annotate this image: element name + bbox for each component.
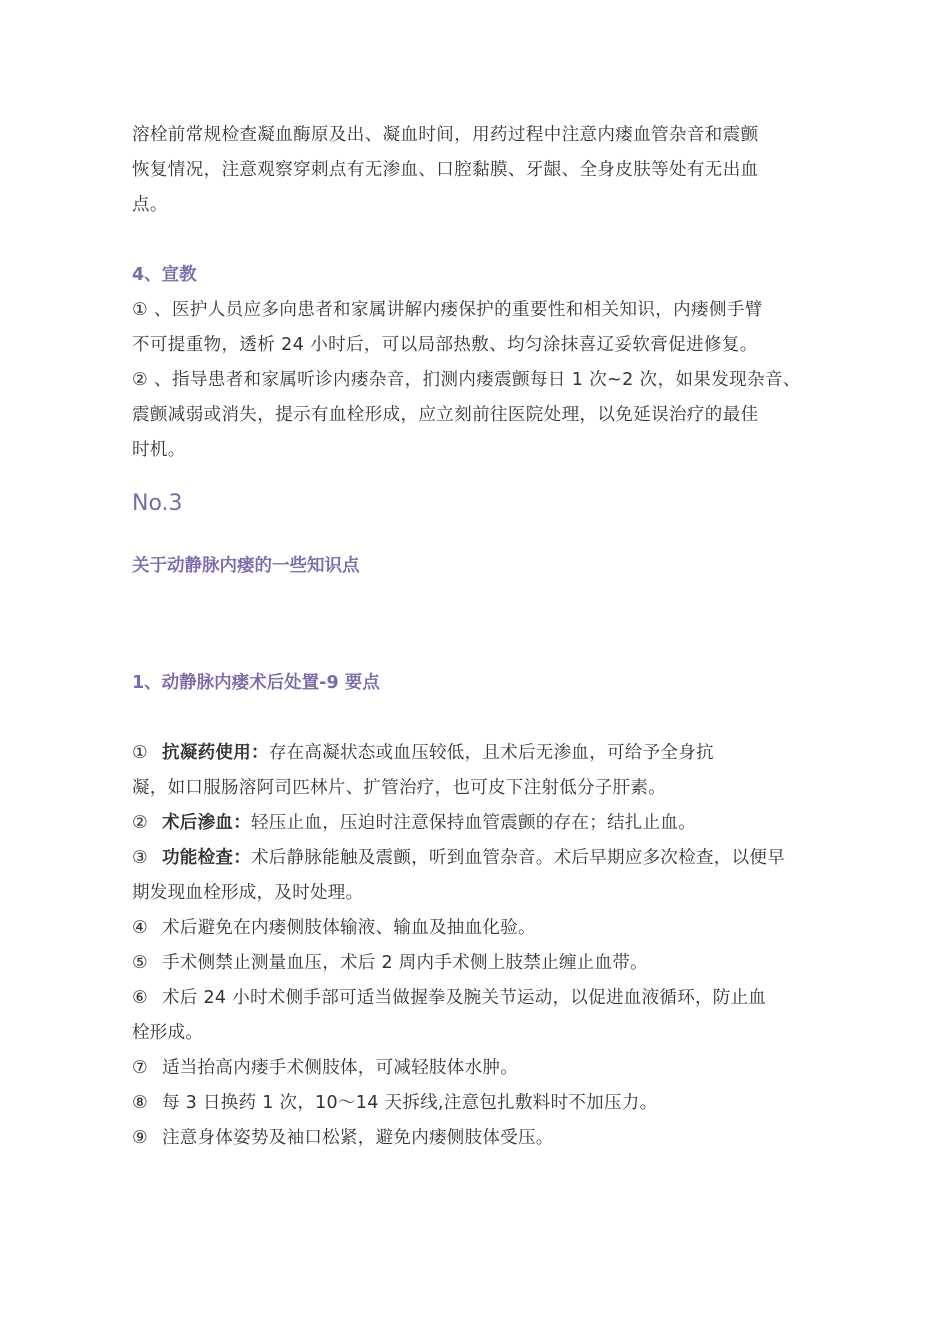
point-4 [132,911,822,946]
section-4-item-2-line-1: ② 、指导患者和家属听诊内瘘杂音，扪测内瘘震颤每日 1 次~2 次，如果发现杂音、 [132,370,801,390]
point-5 [132,946,822,981]
section-4-item-1-line-1: ① 、医护人员应多向患者和家属讲解内瘘保护的重要性和相关知识，内瘘侧手臂 [132,300,763,320]
point-3-continued: 期发现血栓形成，及时处理。 [132,883,364,903]
no3-subtitle: 关于动静脉内瘘的一些知识点 [132,556,360,576]
point-2-number: ② [132,813,148,833]
point-2 [132,806,822,841]
point-6 [132,981,822,1016]
point-3-text: 术后静脉能触及震颤，听到血管杂音。术后早期应多次检查，以便早 [251,848,785,868]
point-2-title: 术后渗血： [162,813,251,833]
points-heading: 1、动静脉内瘘术后处置-9 要点 [132,673,380,693]
section-4-item-1-line-2: 不可提重物，透析 24 小时后，可以局部热敷、均匀涂抹喜辽妥软膏促进修复。 [132,335,758,355]
section-4-heading: 4、宣教 [132,265,197,285]
no3-label: No.3 [132,491,183,516]
point-9 [132,1121,822,1156]
point-6-text: 术后 24 小时术侧手部可适当做握拳及腕关节运动，以促进血液循环，防止血 [162,988,767,1008]
point-3-number: ③ [132,848,148,868]
section-4-item-2-line-2: 震颤减弱或消失，提示有血栓形成，应立刻前往医院处理，以免延误治疗的最佳 [132,405,759,425]
point-6-continued: 栓形成。 [132,1023,204,1043]
section-4-item-2-line-3: 时机。 [132,440,186,460]
point-4-number: ④ [132,918,148,938]
point-5-number: ⑤ [132,953,148,973]
point-2-text: 轻压止血，压迫时注意保持血管震颤的存在；结扎止血。 [251,813,696,833]
point-8-number: ⑧ [132,1093,148,1113]
point-9-number: ⑨ [132,1128,148,1148]
point-8-text: 每 3 日换药 1 次，10～14 天拆线,注意包扎敷料时不加压力。 [162,1093,658,1113]
point-1-text: 存在高凝状态或血压较低，且术后无渗血，可给予全身抗 [268,743,714,763]
point-1-continued: 凝，如口服肠溶阿司匹林片、扩管治疗，也可皮下注射低分子肝素。 [132,778,666,798]
document-page [132,118,822,1156]
point-7-number: ⑦ [132,1058,148,1078]
point-7-text: 适当抬高内瘘手术侧肢体，可减轻肢体水肿。 [162,1058,518,1078]
point-7 [132,1051,822,1086]
point-1-title: 抗凝药使用： [162,743,269,763]
intro-line-3: 点。 [132,195,168,215]
point-4-text: 术后避免在内瘘侧肢体输液、输血及抽血化验。 [162,918,536,938]
point-8 [132,1086,822,1121]
point-1-number: ① [132,743,148,763]
point-1 [132,736,822,771]
intro-line-2: 恢复情况，注意观察穿刺点有无渗血、口腔黏膜、牙龈、全身皮肤等处有无出血 [132,160,759,180]
point-6-number: ⑥ [132,988,148,1008]
point-5-text: 手术侧禁止测量血压，术后 2 周内手术侧上肢禁止缠止血带。 [162,953,648,973]
point-9-text: 注意身体姿势及袖口松紧，避免内瘘侧肢体受压。 [162,1128,554,1148]
point-3 [132,841,822,876]
point-3-title: 功能检查： [162,848,251,868]
intro-line-1: 溶栓前常规检查凝血酶原及出、凝血时间，用药过程中注意内瘘血管杂音和震颤 [132,125,759,145]
